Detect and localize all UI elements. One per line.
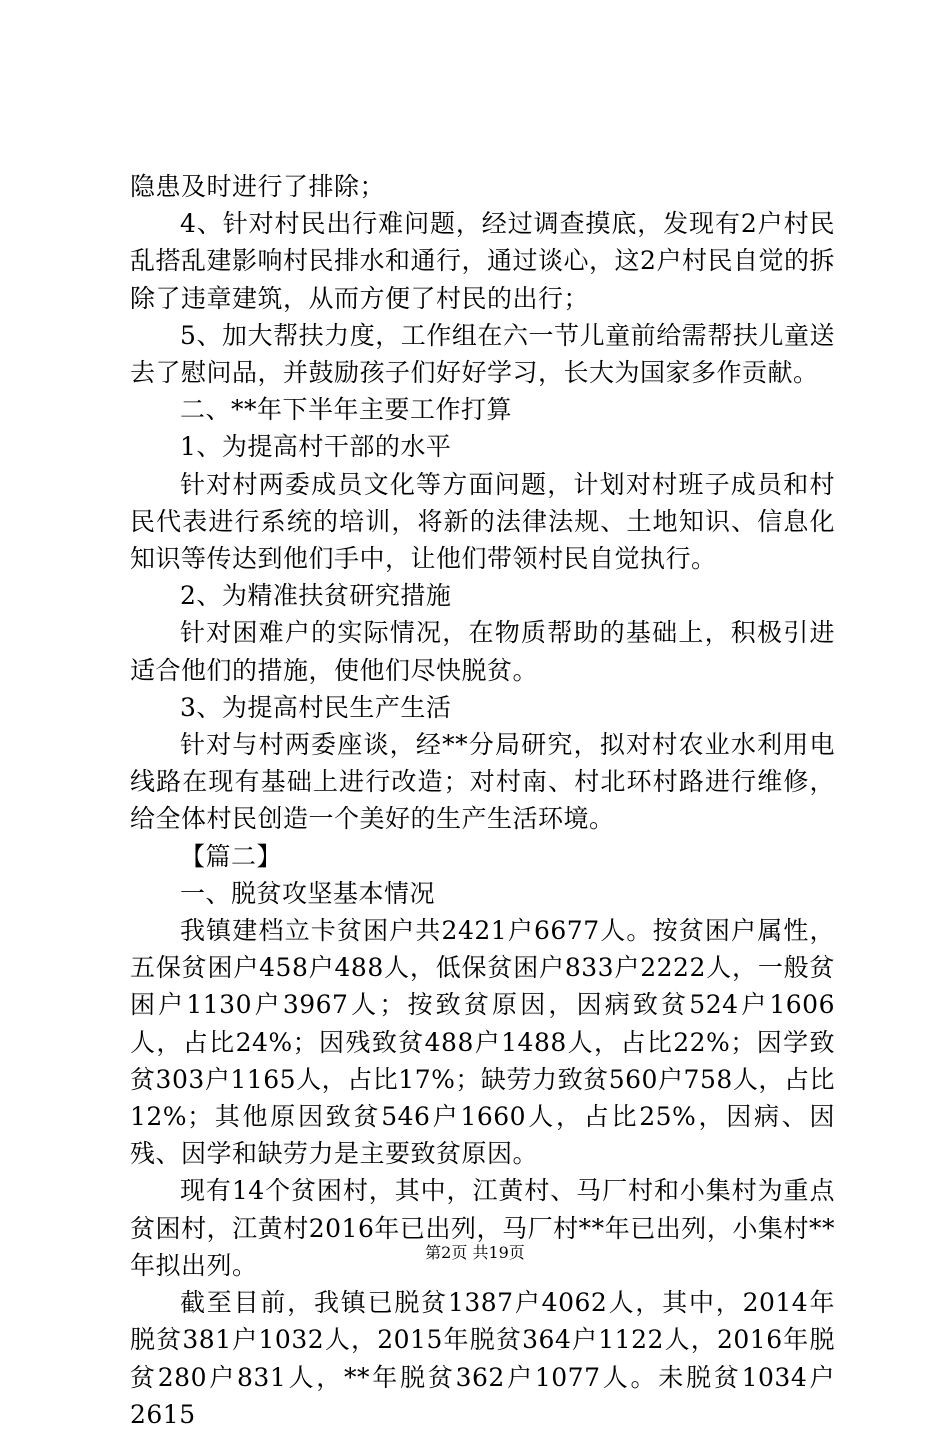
paragraph: 现有14个贫困村，其中，江黄村、马厂村和小集村为重点贫困村，江黄村2016年已出列，马厂村**年已出列，小集村**年拟出列。 [130, 1176, 835, 1280]
paragraph: 3、为提高村民生产生活 [180, 692, 452, 722]
paragraph: 针对困难户的实际情况，在物质帮助的基础上，积极引进适合他们的措施，使他们尽快脱贫。 [130, 618, 835, 685]
paragraph: 【篇二】 [180, 841, 283, 871]
paragraph: 二、**年下半年主要工作打算 [180, 395, 513, 425]
paragraph: 5、加大帮扶力度，工作组在六一节儿童前给需帮扶儿童送去了慰问品，并鼓励孩子们好好学习，长大为国家多作贡献。 [130, 320, 835, 388]
paragraph: 4、针对村民出行难问题，经过调查摸底，发现有2户村民乱搭乱建影响村民排水和通行，通过谈心，这2户村民自觉的拆除了违章建筑，从而方便了村民的出行； [130, 209, 835, 313]
paragraph: 2、为精准扶贫研究措施 [180, 581, 452, 611]
paragraph: 针对村两委成员文化等方面问题，计划对村班子成员和村民代表进行系统的培训，将新的法律法规、土地知识、信息化知识等传达到他们手中，让他们带领村民自觉执行。 [130, 469, 835, 574]
paragraph: 隐患及时进行了排除； [130, 172, 386, 201]
page-footer: 第2页 共19页 [425, 1243, 525, 1262]
paragraph: 我镇建档立卡贫困户共2421户6677人。按贫困户属性，五保贫困户458户488人，低保贫困户833户2222人，一般贫困户1130户3967人；按致贫原因，因病致贫524户1606人，占比24%；因残致贫488户1488人，占比22%；因学致贫303户1165人，占比17%；缺劳力致贫560户758人，占比12%；其他原因致贫546户1660人，占比25%，因病、因残、因学和缺劳力是主要致贫原因。 [130, 916, 835, 1169]
paragraph: 一、脱贫攻坚基本情况 [180, 878, 436, 908]
paragraph: 截至目前，我镇已脱贫1387户4062人，其中，2014年脱贫381户1032人，2015年脱贫364户1122人，2016年脱贫280户831人，**年脱贫362户1077人。未脱贫1034户2615 [130, 1288, 835, 1429]
paragraph: 1、为提高村干部的水平 [180, 432, 452, 462]
paragraph: 针对与村两委座谈，经**分局研究，拟对村农业水利用电线路在现有基础上进行改造；对村南、村北环村路进行维修，给全体村民创造一个美好的生产生活环境。 [130, 730, 835, 834]
